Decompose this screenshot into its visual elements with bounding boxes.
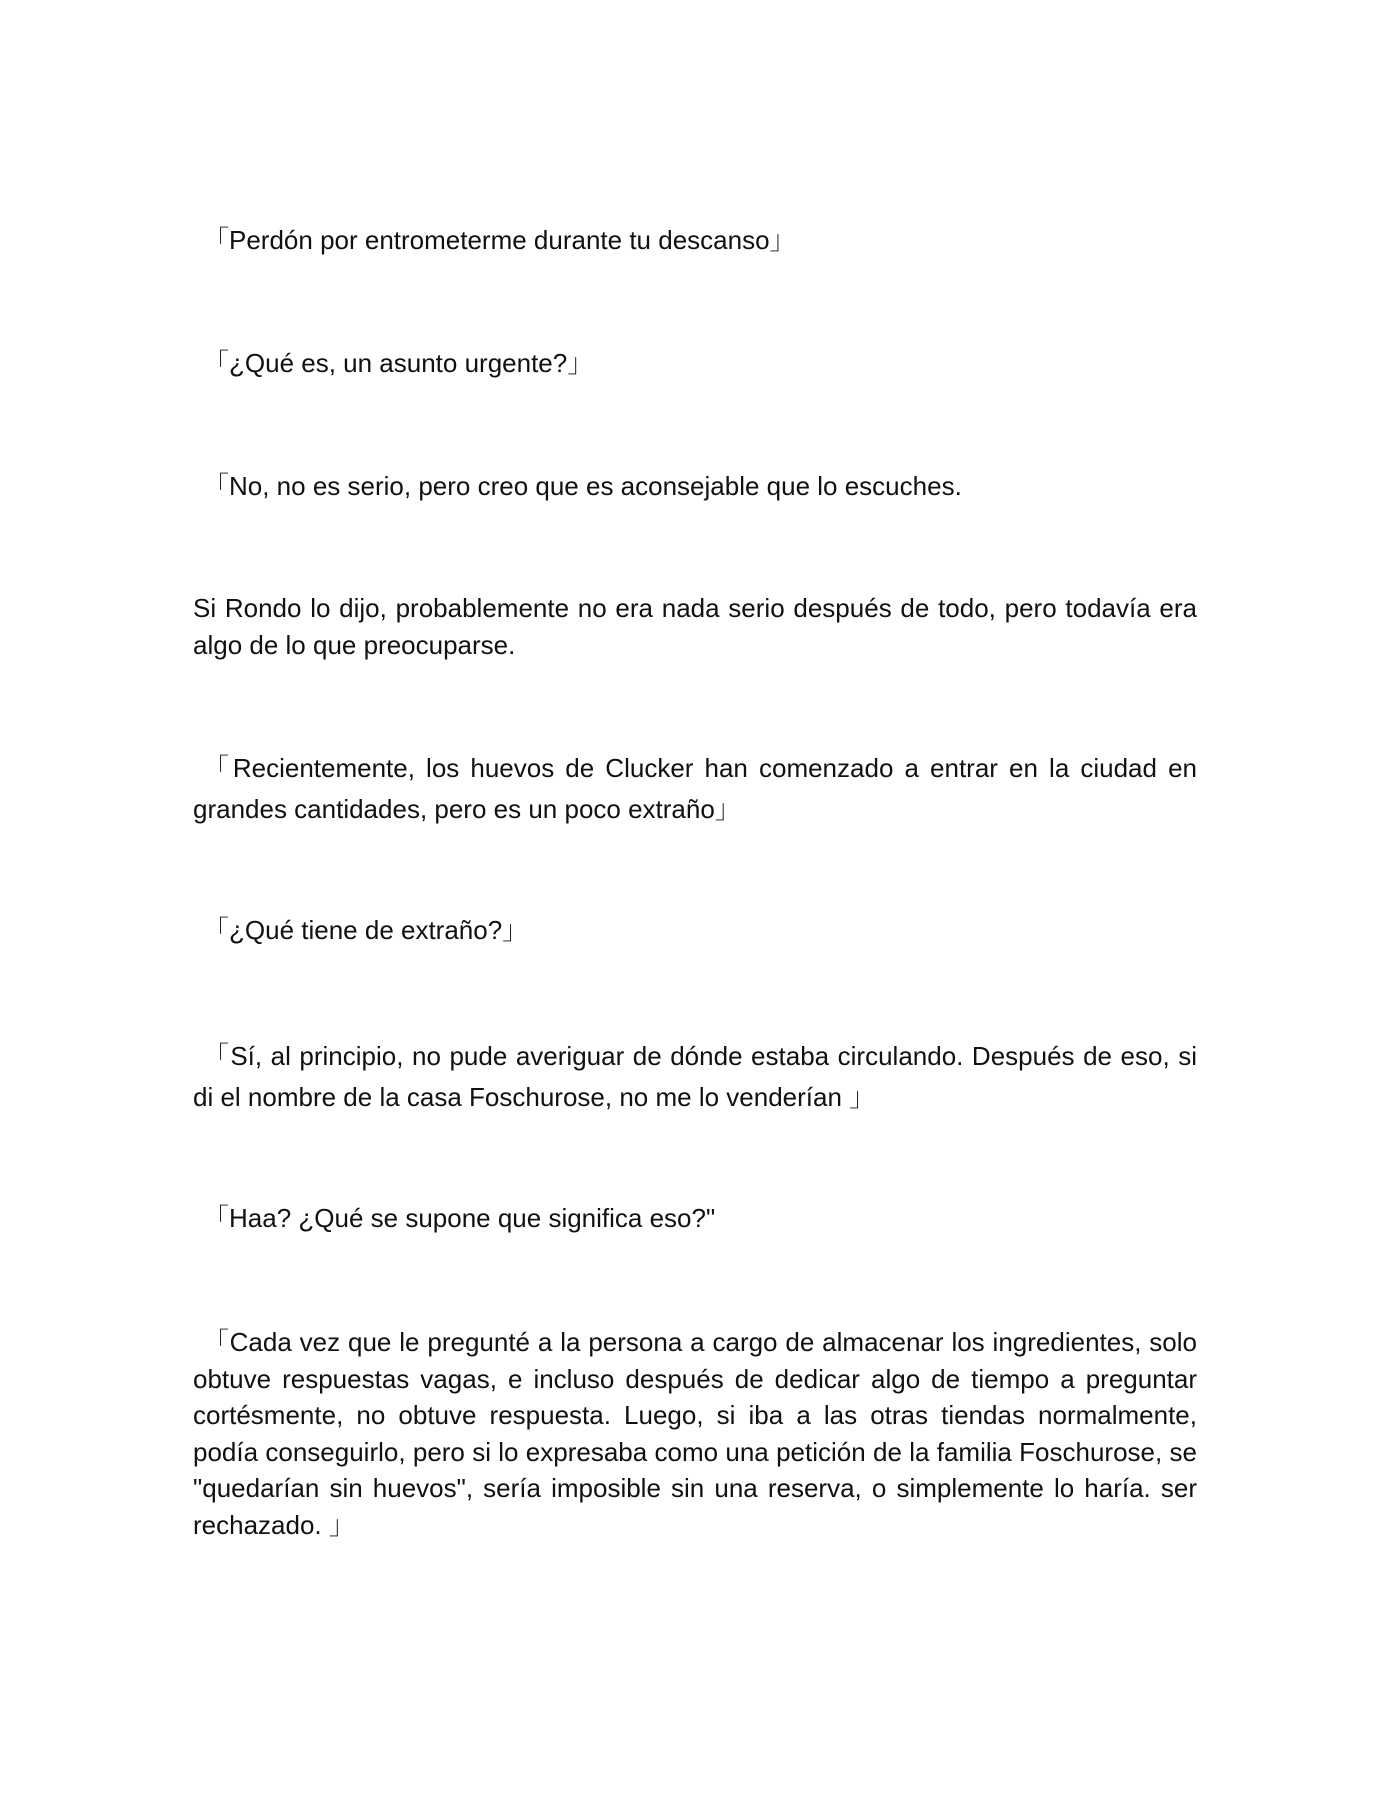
dialogue-paragraph-7: 「Sí, al principio, no pude averiguar de dónde estaba circulando. Después de eso, si di el nombre de la casa Foschurose, no me lo venderían 」 [193,1041,1198,1112]
dialogue-paragraph-6: 「¿Qué tiene de extraño?」 [203,915,529,945]
dialogue-paragraph-1: 「Perdón por entrometerme durante tu descanso」 [203,225,796,255]
dialogue-paragraph-2: 「¿Qué es, un asunto urgente?」 [203,348,594,378]
dialogue-paragraph-9: 「Cada vez que le pregunté a la persona a cargo de almacenar los ingredientes, solo obtuve respuestas vagas, e incluso después de dedicar algo de tiempo a preguntar cortésmente, no obtuve respuesta. Luego, si iba a las otras tiendas normalmente, podía conseguirlo, pero si lo expresaba como una petición de la familia Foschurose, se "quedarían sin huevos", sería imposible sin una reserva, o simplemente lo haría. ser rechazado. 」 [193,1327,1197,1540]
narration-paragraph-4: Si Rondo lo dijo, probablemente no era nada serio después de todo, pero todavía era algo de lo que preocuparse. [193,593,1197,660]
dialogue-paragraph-8: 「Haa? ¿Qué se supone que significa eso?" [203,1203,716,1233]
dialogue-paragraph-5: 「Recientemente, los huevos de Clucker han comenzado a entrar en la ciudad en grandes cantidades, pero es un poco extraño」 [193,753,1197,824]
dialogue-paragraph-3: 「No, no es serio, pero creo que es aconsejable que lo escuches. [203,471,962,501]
